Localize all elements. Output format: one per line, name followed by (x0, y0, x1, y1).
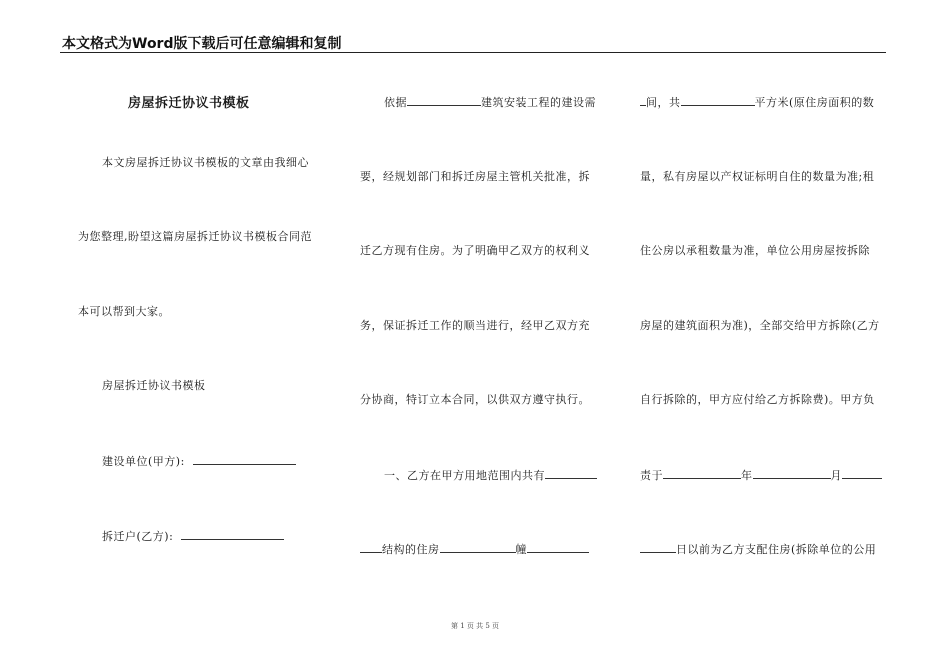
col3-line-1-end: 平方米(原住房面积的数 (754, 96, 875, 109)
project-blank (407, 94, 481, 106)
month-label: 月 (830, 469, 842, 482)
year-label: 年 (741, 469, 753, 482)
col2-line-4: 务，保证拆迁工作的顺当进行，经甲乙双方充 (360, 319, 590, 332)
header-divider (60, 52, 886, 53)
col3-line-7 (640, 541, 876, 557)
col2-line-7 (360, 541, 589, 557)
col2-line-6-text: 一、乙方在甲方用地范围内共有 (384, 469, 545, 482)
party-a-line (102, 453, 296, 469)
col2-line-1-start: 依据 (384, 96, 407, 109)
party-b-label: 拆迁户(乙方): (102, 530, 174, 543)
month-blank (753, 467, 831, 479)
page-footer: 第 1 页 共 5 页 (450, 622, 500, 630)
buildings-blank (440, 541, 516, 553)
col3-line-1 (640, 94, 874, 110)
col3-line-6 (640, 467, 882, 483)
party-a-blank (193, 453, 296, 465)
document-title: 房屋拆迁协议书模板 (128, 96, 250, 111)
col3-line-5: 自行拆除的，甲方应付给乙方拆除费)。甲方负 (640, 393, 875, 406)
party-b-line (102, 528, 284, 544)
area-blank (681, 94, 755, 106)
col3-line-7-text: 日以前为乙方支配住房(拆除单位的公用 (676, 543, 877, 556)
day-cont-blank (640, 541, 676, 553)
day-blank (842, 467, 882, 479)
intro-line-2: 为您整理,盼望这篇房屋拆迁协议书模板合同范 (78, 230, 312, 243)
col3-line-1-start: 间，共 (646, 96, 681, 109)
header-title: 本文格式为Word版下载后可任意编辑和复制 (62, 36, 342, 52)
structure-blank (360, 541, 382, 553)
col2-line-1-end: 建筑安装工程的建设需 (481, 96, 596, 109)
intro-line-3: 本可以帮到大家。 (78, 305, 170, 318)
col2-line-7-unit: 幢 (515, 543, 527, 556)
party-a-label: 建设单位(甲方): (102, 455, 185, 468)
col2-line-5: 分协商，特订立本合同，以供双方遵守执行。 (360, 393, 590, 406)
party-b-blank (181, 528, 284, 540)
rooms-blank (527, 541, 589, 553)
col3-line-2: 量，私有房屋以产权证标明自住的数量为准;租 (640, 170, 875, 183)
col2-line-7-text: 结构的住房 (382, 543, 440, 556)
col3-line-3: 住公房以承租数量为准，单位公用房屋按拆除 (640, 244, 870, 257)
col2-line-6 (384, 467, 597, 483)
houses-count-blank (545, 467, 597, 479)
col3-line-4: 房屋的建筑面积为准)，全部交给甲方拆除(乙方 (640, 319, 880, 332)
col3-line-6-start: 责于 (640, 469, 663, 482)
intro-line-1: 本文房屋拆迁协议书模板的文章由我细心 (102, 156, 309, 169)
col2-line-3: 迁乙方现有住房。为了明确甲乙双方的权利义 (360, 244, 590, 257)
col2-line-1 (384, 94, 596, 110)
year-blank (663, 467, 741, 479)
agreement-subtitle: 房屋拆迁协议书模板 (102, 379, 206, 392)
col2-line-2: 要，经规划部门和拆迁房屋主管机关批准，拆 (360, 170, 590, 183)
